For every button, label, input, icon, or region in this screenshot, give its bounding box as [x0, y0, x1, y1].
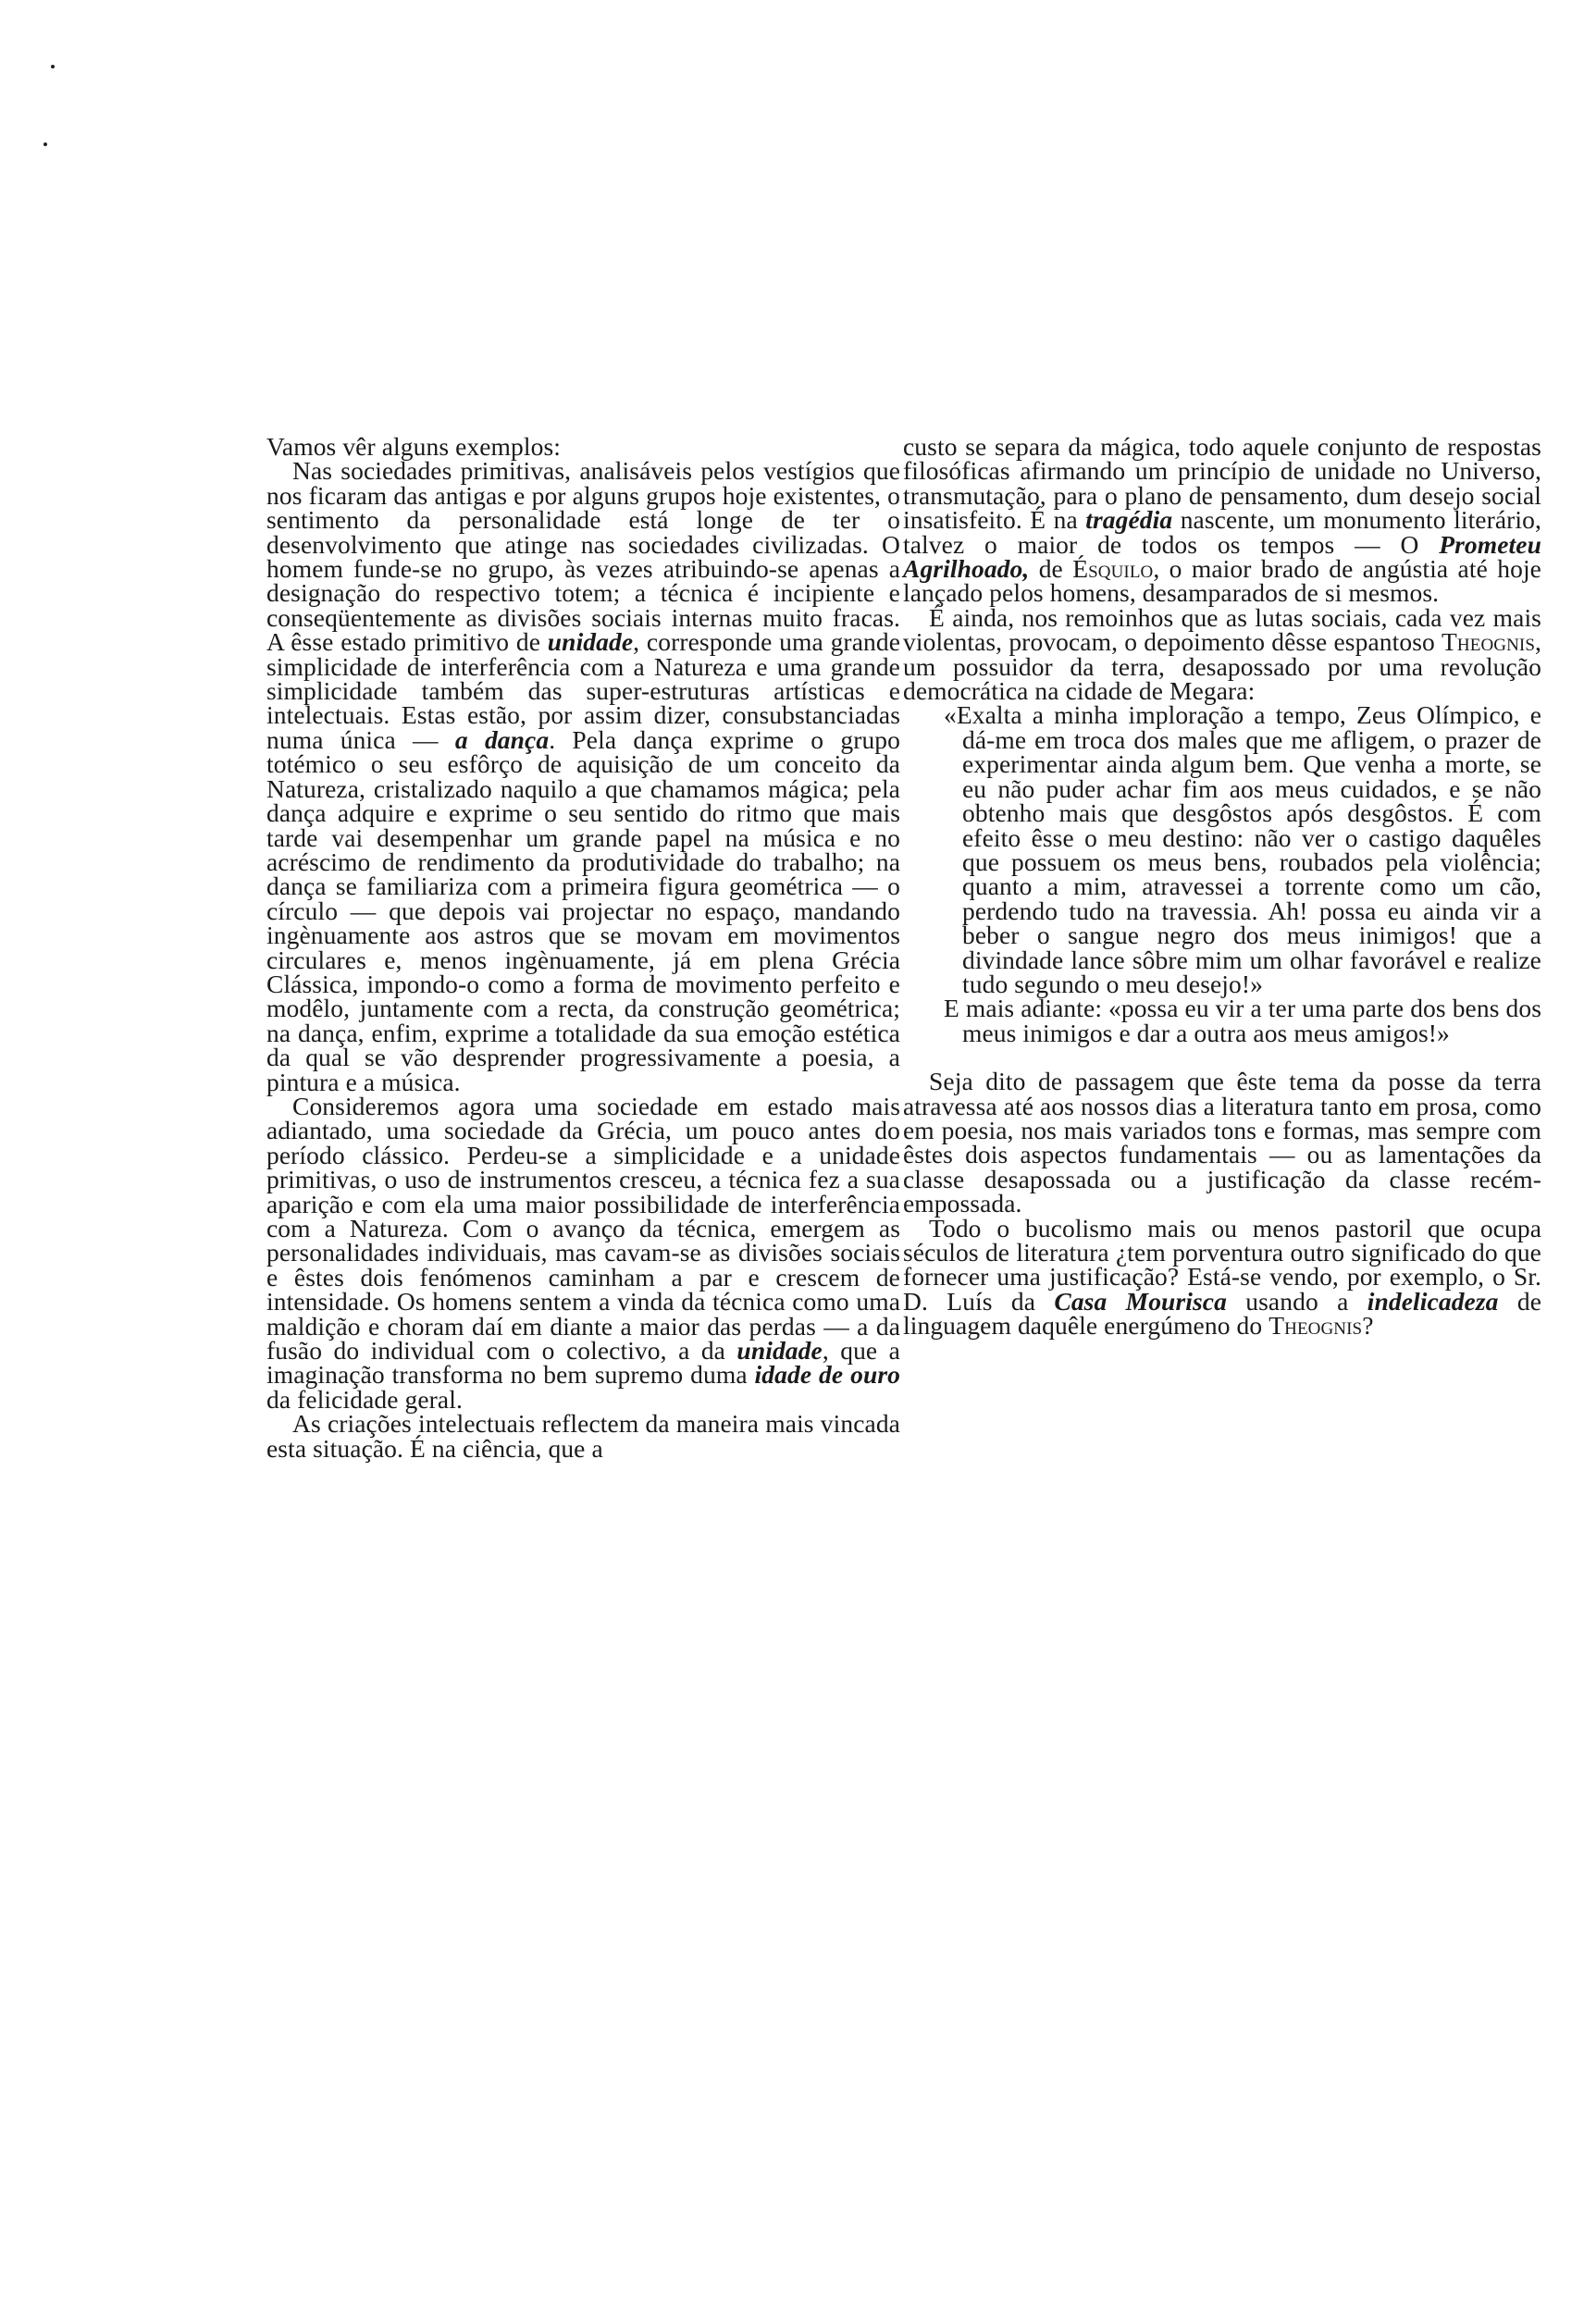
- quote-text: «Exalta a minha imploração a tempo, Zeus Olímpico, e dá-me em troca dos males que me afligem, o prazer de experimentar ainda algum bem. Que venha a morte, se eu não puder achar fim aos meus cuidados, e se não obtenho mais que desgôstos após desgôstos. É com efeito êsse o meu destino: não ver o castigo daquêles que possuem os meus bens, roubados pela violência; quanto a mim, atravessei a torrente como um cão, perdendo tudo na travessia. Ah! possa eu ainda vir a beber o sangue negro dos meus inimigos! que a divindade lance sôbre mim um olhar favorável e realize tudo segundo o meu desejo!»: [944, 700, 1541, 998]
- paragraph: Nas sociedades primitivas, analisáveis pelos vestígios que nos ficaram das antigas e por alguns grupos hoje existentes, o sentimento da personalidade está longe de ter o desenvolvimento que atinge nas sociedades civilizadas. O homem funde-se no grupo, às vezes atribuindo-se apenas a designação do respectivo totem; a técnica é incipiente e conseqüentemente as divisões sociais internas muito fracas. A êsse estado primitivo de unidade, corresponde uma grande simplicidade de interferência com a Natureza e uma grande simplicidade também das super-estruturas artísticas e intelectuais. Estas estão, por assim dizer, consubstanciadas numa única — a dança. Pela dança exprime o grupo totémico o seu esfôrço de aquisição de um conceito da Natureza, cristalizado naquilo a que chamamos mágica; pela dança adquire e exprime o seu sentido do ritmo que mais tarde vai desempenhar um grande papel na música e no acréscimo de rendimento da produtividade do trabalho; na dança se familiariza com a primeira figura geométrica — o círculo — que depois vai projectar no espaço, mandando ingènuamente aos astros que se movam em movimentos circulares e, menos ingènuamente, já em plena Grécia Clássica, impondo-o como a forma de movimento perfeito e modêlo, juntamente com a recta, da construção geométrica; na dança, enfim, exprime a totalidade da sua emoção estética da qual se vão desprender progressivamente a poesia, a pintura e a música.: [266, 456, 901, 1096]
- paragraph: Todo o bucolismo mais ou menos pastoril que ocupa séculos de literatura ¿tem porventura outro significado do que fornecer uma justificação? Está-se vendo, por exemplo, o Sr. D. Luís da Casa Mourisca usando a indelicadeza de linguagem daquêle energúmeno do Theognis?: [903, 1213, 1541, 1341]
- paragraph: Vamos vêr alguns exemplos:: [266, 432, 562, 461]
- paragraph: custo se separa da mágica, todo aquele conjunto de respostas filosóficas afirmando um princípio de unidade no Universo, transmutação, para o plano de pensamento, dum desejo social insatisfeito. É na tragédia nascente, um monumento literário, talvez o maior de todos os tempos — O Prometeu Agrilhoado, de Ésquilo, o maior brado de angústia até hoje lançado pelos homens, desamparados de si mesmos.: [903, 432, 1541, 608]
- block-quote: [903, 700, 1541, 1047]
- paragraph: É ainda, nos remoinhos que as lutas sociais, cada vez mais violentas, provocam, o depoimento dêsse espantoso Theognis, um possuidor da terra, desapossado por uma revolução democrática na cidade de Megara:: [903, 602, 1541, 706]
- quote-text: E mais adiante: «possa eu vir a ter uma parte dos bens dos meus inimigos e dar a outra aos meus amigos!»: [944, 994, 1541, 1047]
- paragraph: Consideremos agora uma sociedade em estado mais adiantado, uma sociedade da Grécia, um pouco antes do período clássico. Perdeu-se a simplicidade e a unidade primitivas, o uso de instrumentos cresceu, a técnica fez a sua aparição e com ela uma maior possibilidade de interferência com a Natureza. Com o avanço da técnica, emergem as personalidades individuais, mas cavam-se as divisões sociais e êstes dois fenómenos caminham a par e crescem de intensidade. Os homens sentem a vinda da técnica como uma maldição e choram daí em diante a maior das perdas — a da fusão do individual com o colectivo, a da unidade, que a imaginação transforma no bem supremo duma idade de ouro da felicidade geral.: [266, 1091, 900, 1414]
- right-column: [903, 432, 1541, 1341]
- paragraph: As criações intelectuais reflectem da maneira mais vincada esta situação. É na ciência, que a: [266, 1409, 900, 1463]
- scan-speck: [51, 65, 55, 68]
- scan-speck: [43, 142, 47, 146]
- left-column: [266, 432, 901, 1463]
- paragraph: Seja dito de passagem que êste tema da posse da terra atravessa até aos nossos dias a literatura tanto em prosa, como em poesia, nos mais variados tons e formas, mas sempre com êstes dois aspectos fundamentais — ou as lamentações da classe desapossada ou a justificação da classe recém-empossada.: [903, 1067, 1541, 1218]
